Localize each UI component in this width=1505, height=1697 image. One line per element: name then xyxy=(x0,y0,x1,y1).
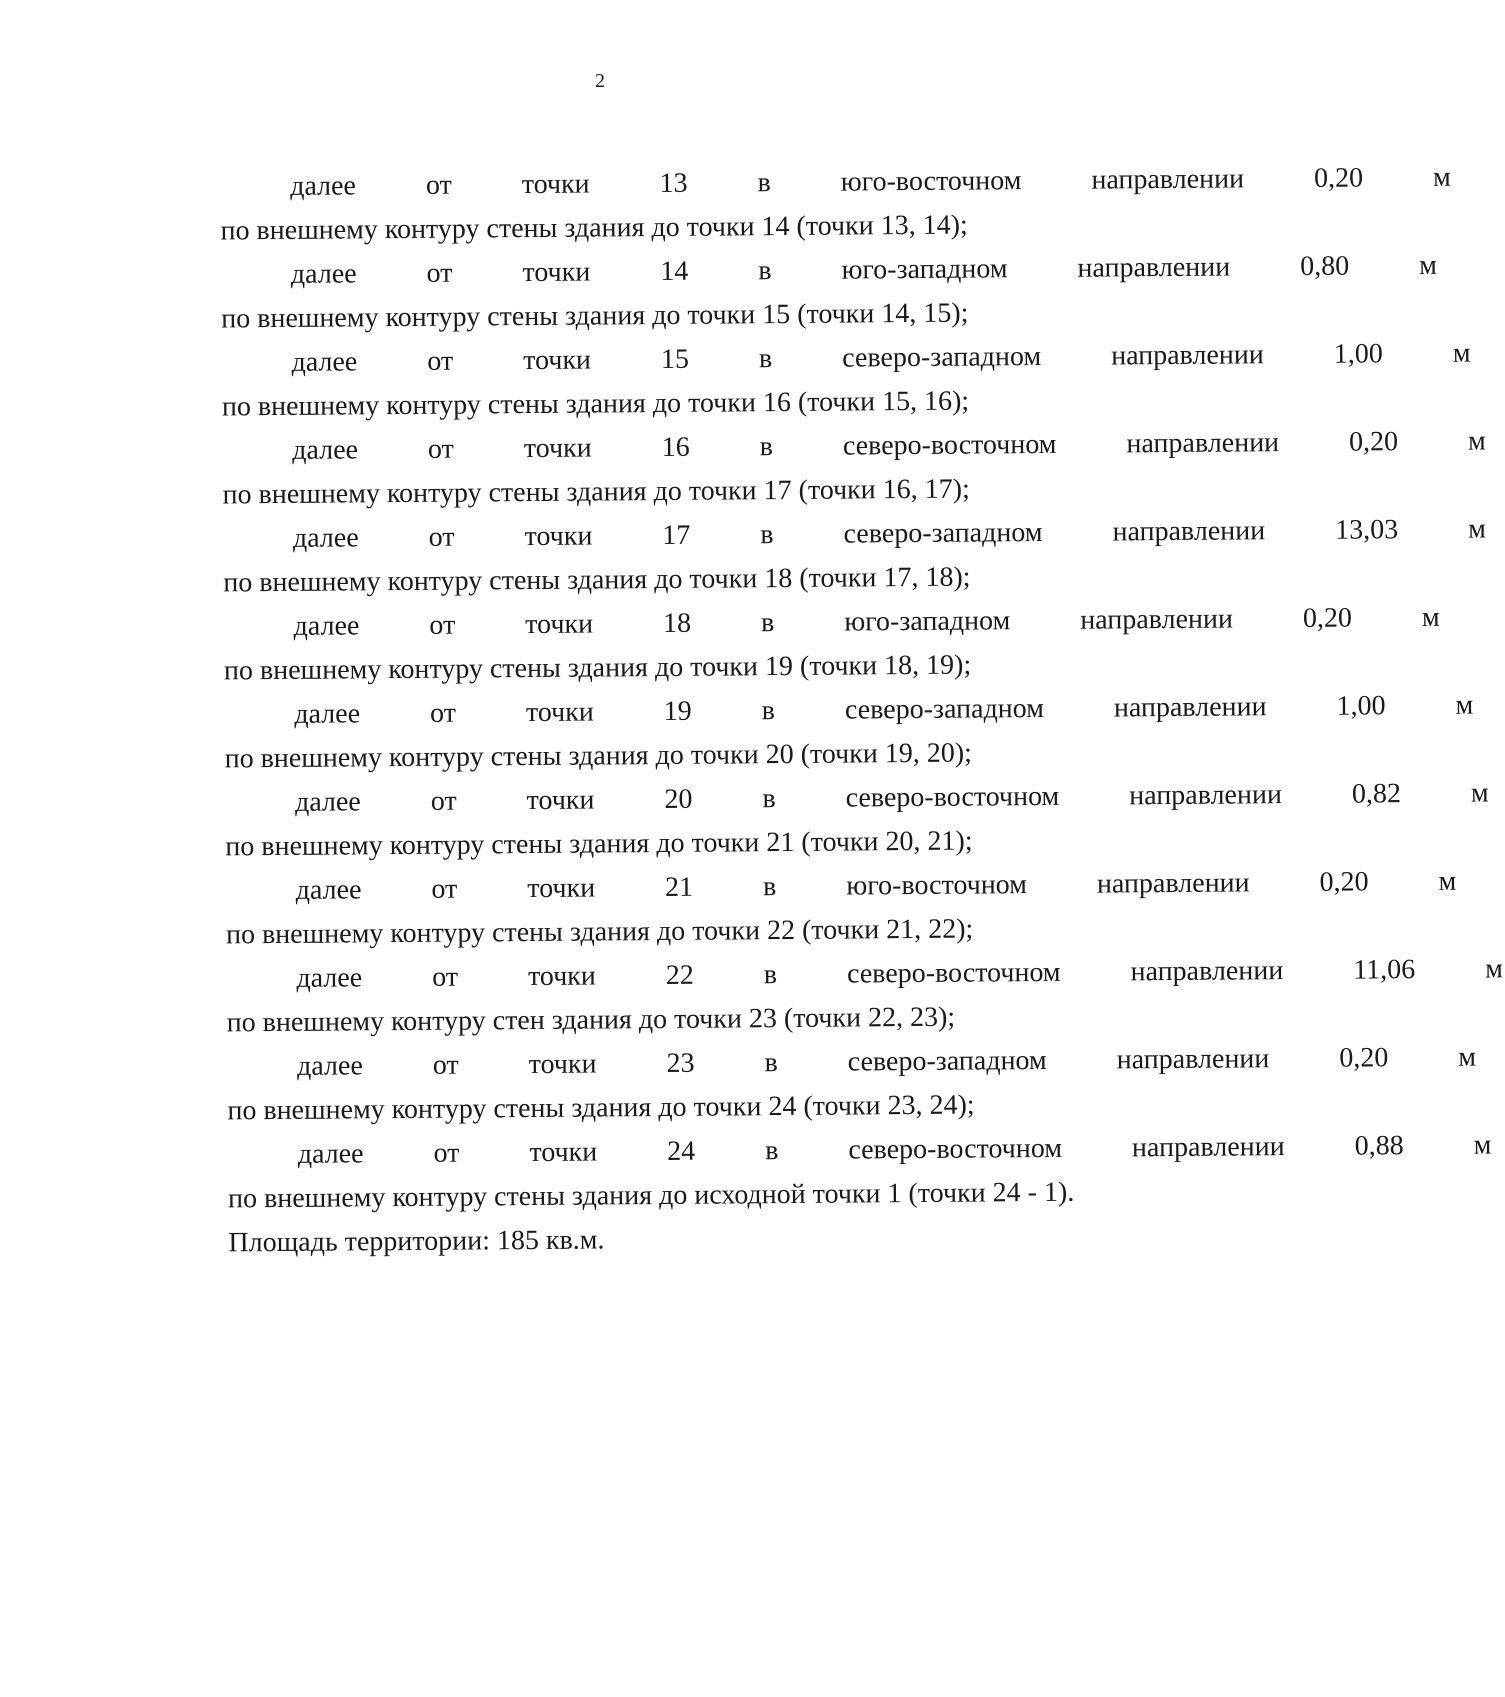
segment-word: от xyxy=(428,521,455,553)
boundary-segment xyxy=(153,598,1440,694)
segment-first-line xyxy=(224,686,1474,737)
boundary-segment xyxy=(158,1126,1492,1222)
segment-word: точки xyxy=(528,1048,597,1081)
segment-word: от xyxy=(425,169,452,201)
segment-word: направлении xyxy=(1091,163,1245,196)
segment-word: в xyxy=(762,783,776,815)
boundary-segment xyxy=(154,686,1474,782)
segment-word: от xyxy=(430,785,457,817)
segment-continuation: по внешнему контуру стен здания до точки 23 (точки 22, 23); xyxy=(226,1001,956,1039)
segment-word: в xyxy=(758,343,773,375)
segment-word: 23 xyxy=(666,1047,695,1079)
segment-word: направлении xyxy=(1131,1131,1285,1164)
segment-word: 1,00 xyxy=(1333,338,1383,370)
segment-word: точки xyxy=(521,168,590,201)
boundary-segment xyxy=(150,158,1451,254)
segment-word: в xyxy=(758,255,772,287)
boundary-segment xyxy=(157,1038,1477,1134)
segment-word: м xyxy=(1485,953,1504,985)
segment-word: 0,82 xyxy=(1351,778,1401,810)
segment-word: в xyxy=(763,959,778,991)
segment-word: северо-восточном xyxy=(848,1132,1063,1166)
segment-first-line xyxy=(222,422,1486,473)
segment-word: северо-западном xyxy=(843,517,1043,550)
segment-word: от xyxy=(433,1137,460,1169)
segment-word: м xyxy=(1458,1041,1477,1073)
segment-word: от xyxy=(427,345,454,377)
segment-word: точки xyxy=(522,256,591,289)
segment-word: направлении xyxy=(1116,1043,1270,1076)
boundary-segment xyxy=(153,510,1487,606)
boundary-segment xyxy=(152,422,1486,518)
segment-word: далее xyxy=(290,170,357,202)
segment-word: точки xyxy=(526,784,595,817)
segment-word: 20 xyxy=(664,783,693,815)
segment-first-line xyxy=(223,510,1487,561)
segment-word: 0,20 xyxy=(1339,1042,1389,1074)
segment-word: точки xyxy=(525,696,594,729)
segment-word: от xyxy=(429,609,456,641)
boundary-segment xyxy=(155,774,1489,870)
segment-word: 0,80 xyxy=(1300,250,1350,282)
segment-word: северо-западном xyxy=(844,692,1045,726)
segment-continuation: по внешнему контуру стены здания до точки 18 (точки 17, 18); xyxy=(223,561,971,599)
segment-word: 1,00 xyxy=(1336,690,1386,722)
segment-word: 13 xyxy=(659,167,688,199)
segment-first-line xyxy=(228,1126,1492,1177)
boundary-segment xyxy=(156,862,1457,958)
segment-word: далее xyxy=(294,698,361,730)
boundary-segment xyxy=(151,246,1437,342)
segment-first-line xyxy=(223,598,1440,649)
segment-word: 0,20 xyxy=(1302,602,1353,634)
segment-continuation: по внешнему контуру стены здания до точки 15 (точки 14, 15); xyxy=(221,297,969,335)
segment-word: точки xyxy=(525,608,594,641)
segment-word: м xyxy=(1470,777,1489,809)
segment-word: 21 xyxy=(664,871,694,903)
segment-word: от xyxy=(432,1049,459,1081)
segment-word: юго-восточном xyxy=(846,869,1028,902)
segment-word: м xyxy=(1419,249,1437,282)
segment-word: точки xyxy=(524,520,593,553)
segment-word: северо-восточном xyxy=(845,780,1060,814)
segment-word: 17 xyxy=(662,519,691,551)
segment-word: юго-западном xyxy=(841,253,1008,286)
boundary-description xyxy=(150,158,1504,1266)
segment-word: далее xyxy=(294,786,361,818)
boundary-segment xyxy=(156,950,1504,1046)
segment-word: в xyxy=(762,871,777,903)
segment-continuation: по внешнему контуру стены здания до точки 20 (точки 19, 20); xyxy=(224,737,973,775)
segment-first-line xyxy=(227,1038,1477,1089)
segment-word: 24 xyxy=(667,1135,696,1167)
segment-continuation: по внешнему контуру стены здания до точки 16 (точки 15, 16); xyxy=(221,385,970,423)
segment-continuation: по внешнему контуру стены здания до точки 14 (точки 13, 14); xyxy=(220,209,968,247)
segment-word: в xyxy=(765,1135,779,1167)
segment-word: далее xyxy=(291,346,358,378)
segment-continuation: по внешнему контуру стены здания до точки 22 (точки 21, 22); xyxy=(225,913,974,951)
segment-word: направлении xyxy=(1126,427,1280,460)
segment-continuation: по внешнему контуру стены здания до исходной точки 1 (точки 24 - 1). xyxy=(227,1176,1075,1215)
segment-word: 0,88 xyxy=(1354,1130,1404,1162)
segment-word: м xyxy=(1452,337,1471,369)
segment-word: точки xyxy=(527,872,596,905)
segment-word: в xyxy=(757,167,771,199)
segment-word: м xyxy=(1421,601,1440,634)
segment-word: направлении xyxy=(1096,867,1250,900)
segment-word: 18 xyxy=(662,607,692,639)
segment-word: далее xyxy=(290,258,357,290)
segment-word: северо-западном xyxy=(847,1044,1047,1078)
segment-word: точки xyxy=(523,432,592,465)
segment-word: м xyxy=(1467,425,1486,457)
boundary-segment xyxy=(151,334,1471,430)
segment-word: направлении xyxy=(1113,691,1267,724)
segment-first-line xyxy=(220,158,1451,209)
segment-word: в xyxy=(764,1047,778,1079)
segment-word: от xyxy=(426,257,453,289)
segment-word: далее xyxy=(295,874,362,906)
segment-word: от xyxy=(432,961,459,993)
segment-word: точки xyxy=(523,344,592,377)
segment-word: точки xyxy=(527,960,596,993)
segment-first-line xyxy=(225,774,1489,825)
segment-word: точки xyxy=(529,1136,598,1169)
segment-word: от xyxy=(427,433,454,465)
segment-word: северо-западном xyxy=(842,341,1042,374)
segment-word: м xyxy=(1438,865,1457,897)
segment-word: направлении xyxy=(1130,955,1284,988)
segment-word: северо-восточном xyxy=(842,428,1057,462)
segment-word: направлении xyxy=(1129,779,1283,812)
segment-first-line xyxy=(226,862,1457,913)
page-number: 2 xyxy=(595,70,605,92)
segment-word: направлении xyxy=(1112,515,1266,548)
segment-word: далее xyxy=(292,522,359,554)
segment-word: в xyxy=(760,607,775,639)
segment-word: далее xyxy=(296,962,363,994)
segment-word: далее xyxy=(296,1050,363,1082)
territory-area: Площадь территории: 185 кв.м. xyxy=(228,1224,605,1259)
segment-word: 22 xyxy=(665,959,694,991)
segment-continuation: по внешнему контуру стены здания до точки 17 (точки 16, 17); xyxy=(222,473,970,511)
segment-word: м xyxy=(1473,1129,1492,1161)
segment-word: м xyxy=(1455,689,1474,721)
segment-word: 0,20 xyxy=(1348,426,1399,458)
segment-word: юго-восточном xyxy=(840,165,1022,198)
segment-word: от xyxy=(431,873,458,905)
segment-first-line xyxy=(221,246,1437,297)
segment-word: 13,03 xyxy=(1335,514,1399,546)
segment-word: далее xyxy=(292,434,359,466)
segment-word: в xyxy=(761,695,776,727)
segment-word: в xyxy=(759,431,774,463)
segment-continuation: по внешнему контуру стены здания до точки 21 (точки 20, 21); xyxy=(225,825,973,863)
segment-word: от xyxy=(429,697,457,729)
segment-continuation: по внешнему контуру стены здания до точки 19 (точки 18, 19); xyxy=(223,649,972,687)
segment-word: м xyxy=(1468,513,1487,545)
segment-word: 16 xyxy=(661,431,690,463)
segment-word: 11,06 xyxy=(1353,954,1416,986)
segment-word: далее xyxy=(293,610,360,642)
segment-word: направлении xyxy=(1111,339,1264,372)
segment-continuation: по внешнему контуру стены здания до точки 24 (точки 23, 24); xyxy=(227,1089,975,1127)
segment-word: 0,20 xyxy=(1319,866,1369,898)
segment-word: далее xyxy=(297,1138,364,1170)
segment-word: 14 xyxy=(660,255,689,287)
segment-word: м xyxy=(1432,161,1451,193)
segment-word: направлении xyxy=(1077,251,1231,284)
segment-word: северо-восточном xyxy=(846,956,1061,990)
segment-first-line xyxy=(226,950,1504,1001)
segment-word: юго-западном xyxy=(844,605,1011,638)
segment-word: направлении xyxy=(1080,603,1234,636)
segment-word: в xyxy=(760,519,774,551)
segment-word: 19 xyxy=(663,695,692,727)
segment-word: 15 xyxy=(660,343,690,375)
segment-word: 0,20 xyxy=(1313,162,1364,194)
segment-first-line xyxy=(221,334,1471,385)
